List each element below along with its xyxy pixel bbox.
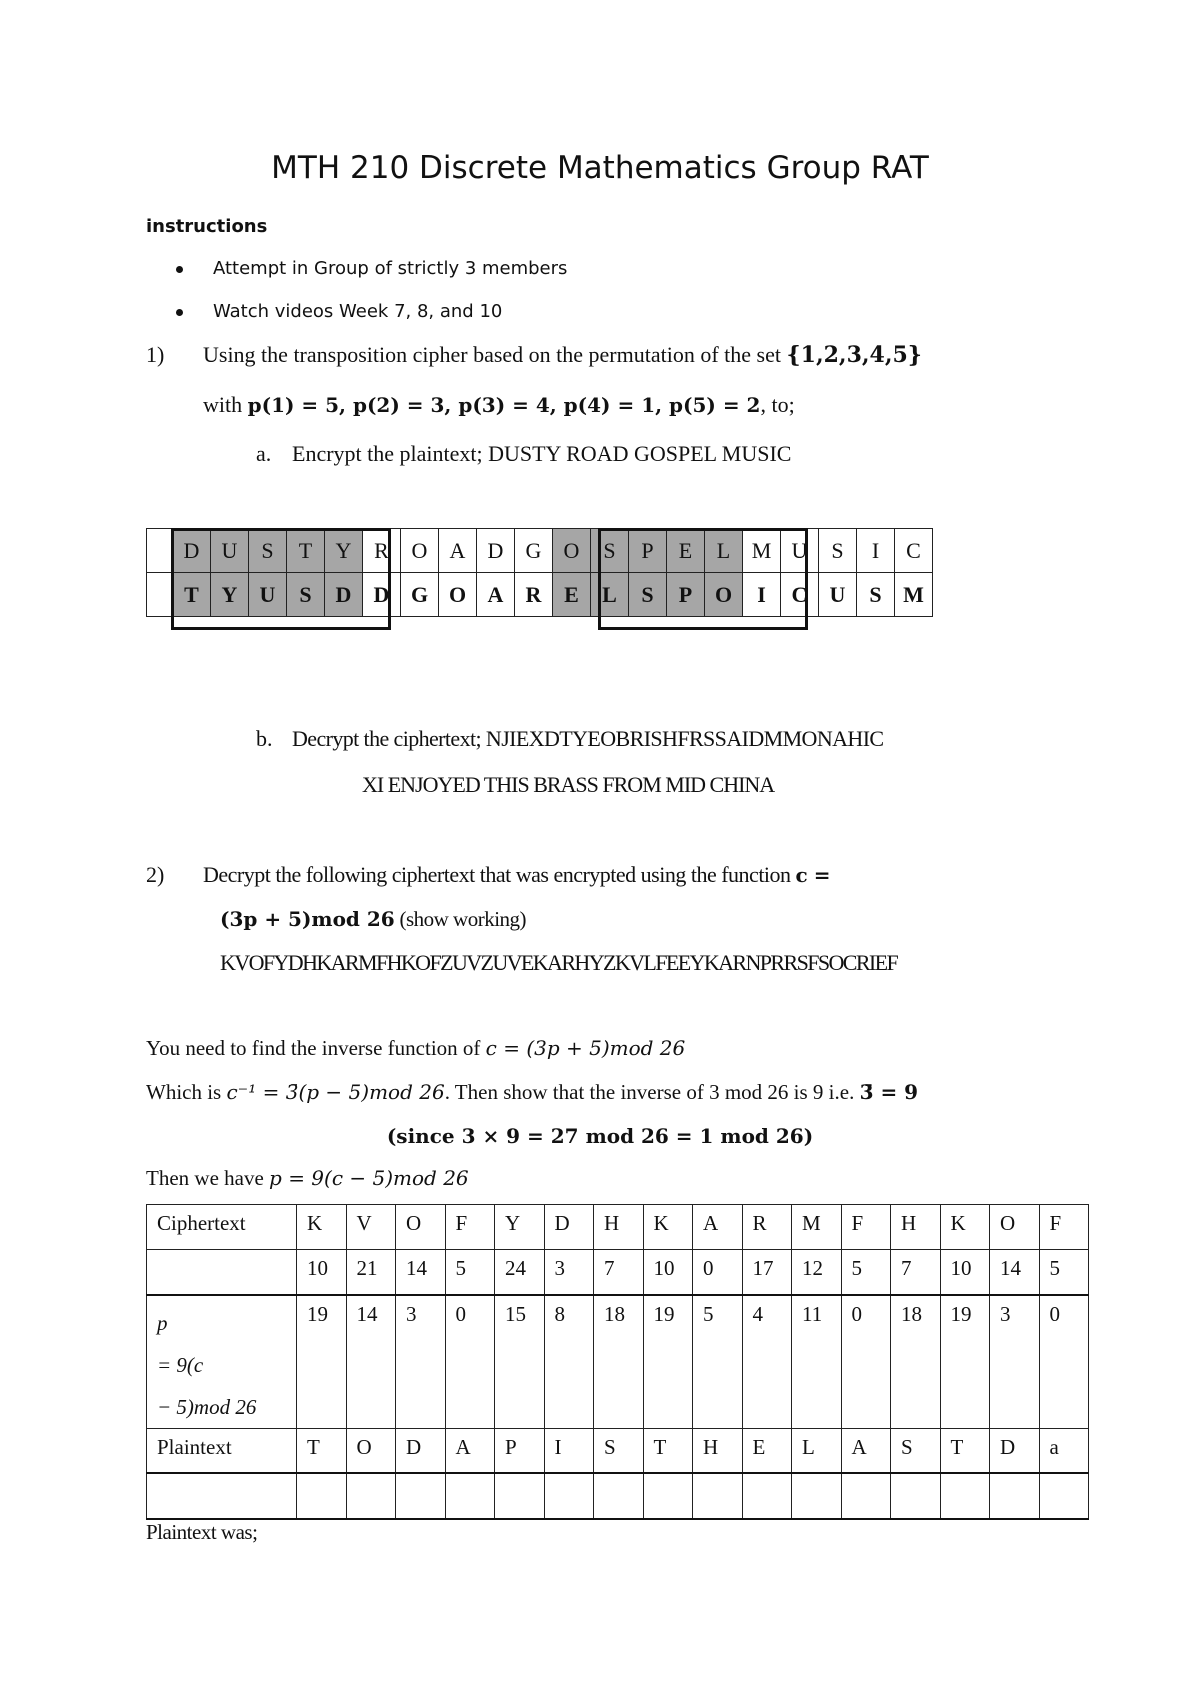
table-cell: 14 <box>990 1250 1040 1295</box>
table-cell: 10 <box>297 1250 347 1295</box>
table-cell: L <box>705 529 743 573</box>
table-cell: 5 <box>445 1250 495 1295</box>
table-cell: O <box>553 529 591 573</box>
row-header: Plaintext <box>147 1428 297 1473</box>
table-cell: H <box>693 1428 743 1473</box>
table-cell: 18 <box>594 1295 644 1429</box>
q1-number: 1) <box>146 342 165 367</box>
table-cell: A <box>445 1428 495 1473</box>
table-cell: G <box>515 529 553 573</box>
table-cell: 0 <box>445 1295 495 1429</box>
table-cell <box>147 573 173 617</box>
table-cell <box>147 529 173 573</box>
table-cell: M <box>792 1205 842 1250</box>
table-cell: 3 <box>544 1250 594 1295</box>
table-cell: D <box>325 573 363 617</box>
table-cell: 21 <box>346 1250 396 1295</box>
table-cell: D <box>173 529 211 573</box>
table-cell: Y <box>325 529 363 573</box>
table-cell: D <box>396 1428 446 1473</box>
table-cell: A <box>693 1205 743 1250</box>
table-cell: L <box>591 573 629 617</box>
q1b-label: b. <box>256 726 273 751</box>
then-have-text: Then we have p = 9(c − 5)mod 26 <box>146 1166 469 1190</box>
table-cell: 4 <box>742 1295 792 1429</box>
table-cell: O <box>439 573 477 617</box>
q2-line1: Decrypt the following ciphertext that was encrypted using the function c = <box>203 862 830 887</box>
instruction-item: Watch videos Week 7, 8, and 10 <box>176 301 502 322</box>
table-cell: D <box>990 1428 1040 1473</box>
table-cell: O <box>990 1205 1040 1250</box>
table-cell: 12 <box>792 1250 842 1295</box>
row-header: Ciphertext <box>147 1205 297 1250</box>
table-cell: F <box>1039 1205 1089 1250</box>
table-cell: 7 <box>594 1250 644 1295</box>
row-header <box>147 1473 297 1519</box>
table-cell: I <box>857 529 895 573</box>
table-cell: K <box>643 1205 693 1250</box>
table-cell: I <box>743 573 781 617</box>
table-cell: E <box>667 529 705 573</box>
table-cell: E <box>553 573 591 617</box>
table-cell: 17 <box>742 1250 792 1295</box>
q1a-text: Encrypt the plaintext; DUSTY ROAD GOSPEL MUSIC <box>292 441 792 466</box>
table-cell: Y <box>211 573 249 617</box>
table-row <box>147 1295 1089 1429</box>
table-cell <box>445 1473 495 1519</box>
table-cell <box>693 1473 743 1519</box>
table-cell <box>940 1473 990 1519</box>
table-cell: H <box>594 1205 644 1250</box>
table-cell: K <box>297 1205 347 1250</box>
table-cell: S <box>857 573 895 617</box>
table-cell: L <box>792 1428 842 1473</box>
table-cell: 3 <box>990 1295 1040 1429</box>
table-cell: S <box>287 573 325 617</box>
table-cell: 0 <box>1039 1295 1089 1429</box>
table-cell <box>297 1473 347 1519</box>
bullet-icon <box>176 266 183 273</box>
table-cell: K <box>940 1205 990 1250</box>
table-cell: S <box>249 529 287 573</box>
table-cell: A <box>439 529 477 573</box>
table-cell: 10 <box>940 1250 990 1295</box>
table-cell <box>1039 1473 1089 1519</box>
q1a-label: a. <box>256 441 272 466</box>
table-cell: T <box>643 1428 693 1473</box>
table-cell: S <box>891 1428 941 1473</box>
affine-table <box>146 1204 1089 1520</box>
table-cell: 3 <box>396 1295 446 1429</box>
table-cell: 24 <box>495 1250 545 1295</box>
table-cell: P <box>667 573 705 617</box>
q2-number: 2) <box>146 862 165 887</box>
table-cell: 19 <box>940 1295 990 1429</box>
q2-line2: (3p + 5)mod 26 (show working) <box>220 907 527 931</box>
table-cell: 14 <box>396 1250 446 1295</box>
table-cell: S <box>591 529 629 573</box>
table-cell: U <box>211 529 249 573</box>
inverse-text: You need to find the inverse function of c = (3p + 5)mod 26 <box>146 1036 686 1060</box>
table-cell: S <box>594 1428 644 1473</box>
table-cell: R <box>363 529 401 573</box>
table-cell: S <box>819 529 857 573</box>
table-cell: G <box>401 573 439 617</box>
table-cell <box>594 1473 644 1519</box>
which-text: Which is c⁻¹ = 3̄(p − 5)mod 26. Then show that the inverse of 3 mod 26 is 9 i.e. 3̄ = 9 <box>146 1080 919 1104</box>
q1-line2: with p(1) = 5, p(2) = 3, p(3) = 4, p(4) = 1, p(5) = 2, to; <box>203 392 795 417</box>
table-cell: U <box>249 573 287 617</box>
table-cell <box>346 1473 396 1519</box>
table-cell: U <box>781 529 819 573</box>
table-row <box>147 1428 1089 1473</box>
table-row <box>147 1473 1089 1519</box>
table-cell: P <box>495 1428 545 1473</box>
table-cell: O <box>401 529 439 573</box>
table-cell <box>742 1473 792 1519</box>
table-cell: 19 <box>643 1295 693 1429</box>
plaintext-was: Plaintext was; <box>146 1520 258 1544</box>
table-cell: T <box>287 529 325 573</box>
q1b-answer: XI ENJOYED THIS BRASS FROM MID CHINA <box>362 772 775 797</box>
page-title: MTH 210 Discrete Mathematics Group RAT <box>271 150 929 186</box>
table-cell: F <box>445 1205 495 1250</box>
table-cell: O <box>396 1205 446 1250</box>
table-cell: 19 <box>297 1295 347 1429</box>
table-cell: 5 <box>841 1250 891 1295</box>
table-row <box>147 1205 1089 1250</box>
table-cell: C <box>781 573 819 617</box>
table-cell: D <box>477 529 515 573</box>
table-cell <box>544 1473 594 1519</box>
since-text: (since 3 × 9 = 27 mod 26 = 1 mod 26) <box>386 1124 814 1148</box>
table-cell: R <box>742 1205 792 1250</box>
table-cell: 8 <box>544 1295 594 1429</box>
q1-line1: Using the transposition cipher based on the permutation of the set {1,2,3,4,5} <box>203 342 922 368</box>
table-cell: 10 <box>643 1250 693 1295</box>
ciphertext-row <box>147 573 933 617</box>
table-cell: a <box>1039 1428 1089 1473</box>
table-cell: D <box>363 573 401 617</box>
table-cell: O <box>705 573 743 617</box>
table-cell: 5 <box>1039 1250 1089 1295</box>
table-cell: Y <box>495 1205 545 1250</box>
table-row <box>147 1250 1089 1295</box>
table-cell: I <box>544 1428 594 1473</box>
bullet-icon <box>176 309 183 316</box>
table-cell: A <box>841 1428 891 1473</box>
table-cell: 18 <box>891 1295 941 1429</box>
table-cell <box>792 1473 842 1519</box>
instructions-heading: instructions <box>146 216 268 237</box>
table-cell: M <box>743 529 781 573</box>
table-cell: U <box>819 573 857 617</box>
table-cell: F <box>841 1205 891 1250</box>
table-cell <box>990 1473 1040 1519</box>
table-cell: 5 <box>693 1295 743 1429</box>
table-cell <box>396 1473 446 1519</box>
table-cell: 15 <box>495 1295 545 1429</box>
table-cell <box>643 1473 693 1519</box>
table-cell: T <box>173 573 211 617</box>
q2-ciphertext: KVOFYDHKARMFHKOFZUVZUVEKARHYZKVLFEEYKARNPRRSFSOCRIEF <box>220 950 898 975</box>
table-cell: A <box>477 573 515 617</box>
table-cell: S <box>629 573 667 617</box>
table-cell: P <box>629 529 667 573</box>
table-cell: T <box>297 1428 347 1473</box>
table-cell: 0 <box>841 1295 891 1429</box>
table-cell <box>891 1473 941 1519</box>
table-cell <box>495 1473 545 1519</box>
table-cell: E <box>742 1428 792 1473</box>
transposition-table <box>146 528 933 617</box>
row-header: p = 9(c − 5)mod 26 <box>147 1295 297 1429</box>
table-cell: T <box>940 1428 990 1473</box>
table-cell: V <box>346 1205 396 1250</box>
table-cell: 7 <box>891 1250 941 1295</box>
table-cell: C <box>895 529 933 573</box>
table-cell: 11 <box>792 1295 842 1429</box>
table-cell: D <box>544 1205 594 1250</box>
plaintext-row <box>147 529 933 573</box>
table-cell: 14 <box>346 1295 396 1429</box>
table-cell: M <box>895 573 933 617</box>
table-cell: H <box>891 1205 941 1250</box>
row-header <box>147 1250 297 1295</box>
table-cell: 0 <box>693 1250 743 1295</box>
table-cell <box>841 1473 891 1519</box>
table-cell: R <box>515 573 553 617</box>
q1b-text: Decrypt the ciphertext; NJIEXDTYEOBRISHFRSSAIDMMONAHIC <box>292 726 884 751</box>
instruction-item: Attempt in Group of strictly 3 members <box>176 258 567 279</box>
table-cell: O <box>346 1428 396 1473</box>
